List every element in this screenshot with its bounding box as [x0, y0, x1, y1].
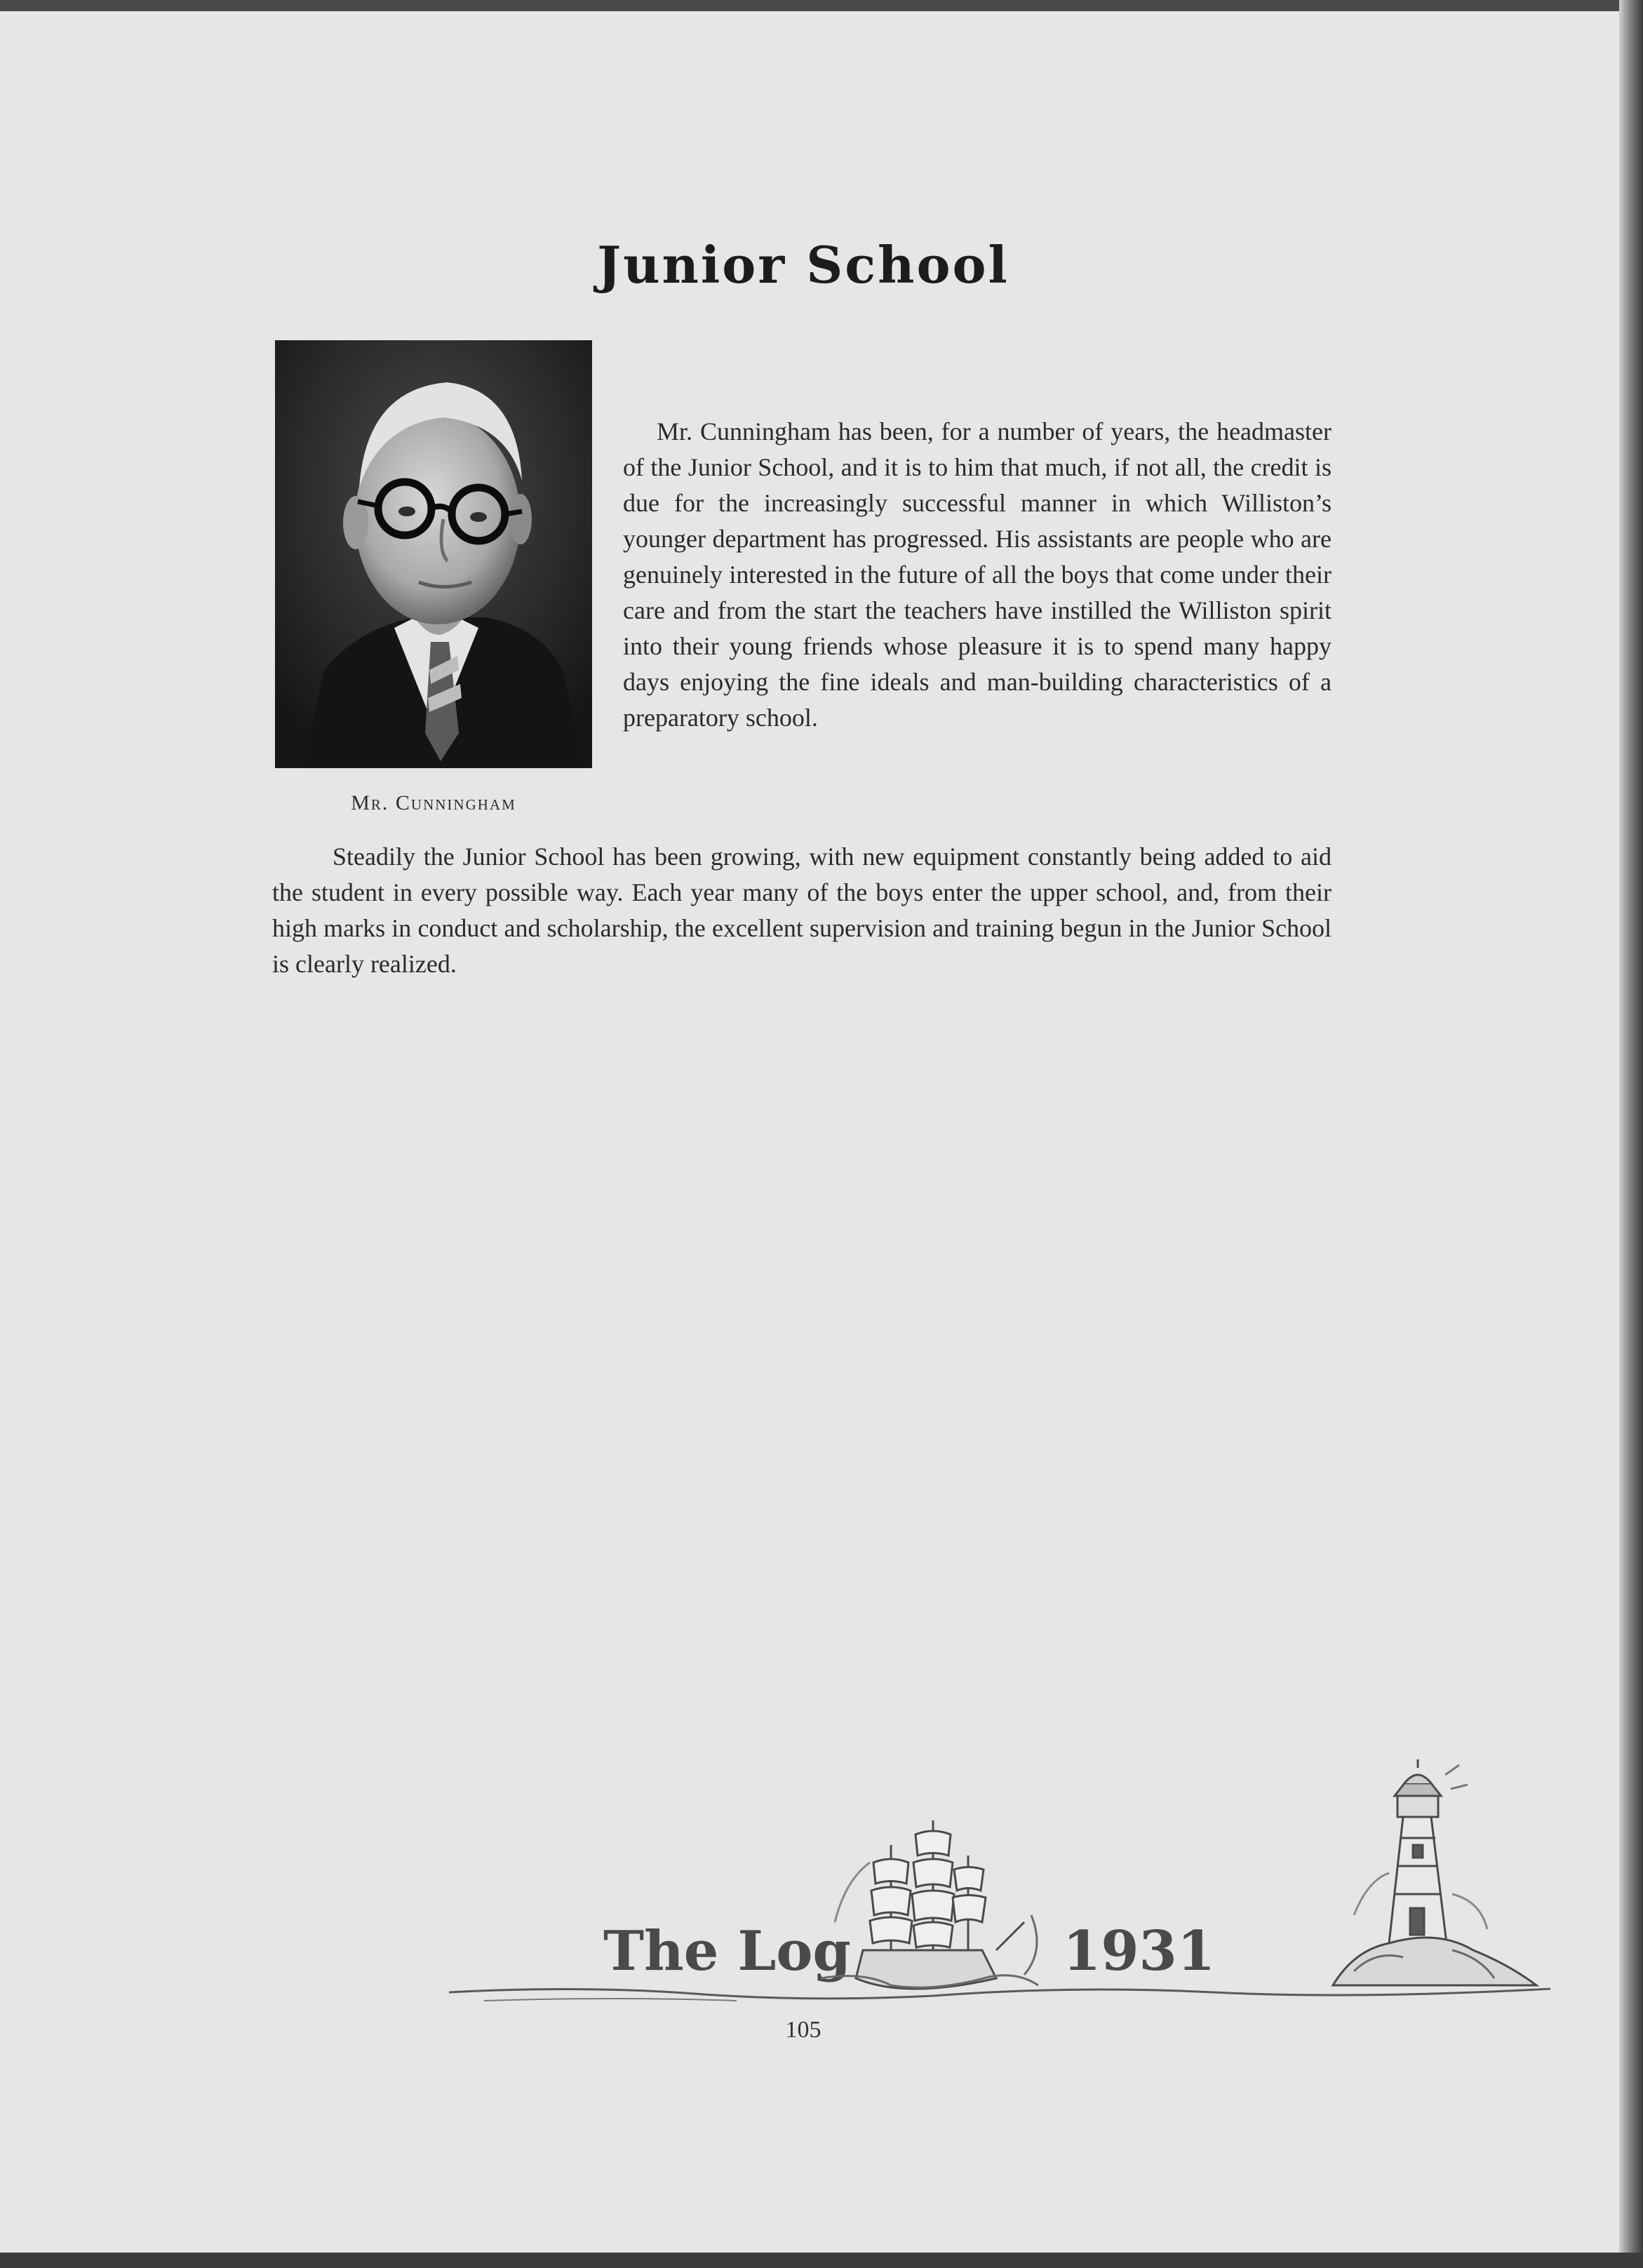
scan-bottom-edge — [0, 2253, 1643, 2268]
page-title: Junior School — [597, 235, 1010, 295]
body-paragraph: Steadily the Junior School has been growing, with new equipment constantly being added to aid the student in every possible way. Each year many of the boys enter the upper school, and, from their high marks in conduct and scholarship, the excellent supervision and training begun in the Junior School is clearly realized. — [272, 843, 1332, 978]
sailing-ship-icon — [821, 1820, 1038, 1989]
page-number: 105 — [785, 2017, 822, 2043]
footer-publication: The Log — [603, 1919, 851, 1983]
lighthouse-icon — [1333, 1759, 1536, 1985]
photo-caption: Mr. Cunningham — [351, 791, 516, 814]
footer-year: 1931 — [1063, 1919, 1216, 1983]
scan-top-edge — [0, 0, 1643, 11]
scan-right-edge — [1619, 0, 1643, 2268]
portrait-photo — [275, 340, 592, 768]
portrait-illustration — [275, 340, 592, 768]
footer-illustration — [442, 1740, 1564, 2189]
body-paragraph: Mr. Cunningham has been, for a number of years, the headmaster of the Junior School, and it is to him that much, if not all, the credit is due for the increasingly successful manner in which Williston’s younger department has progressed. His assistants are people who are genuinely interested in the future of all the boys that come under their care and from the start the teachers have instilled the Williston spirit into their young friends whose pleasure it is to spend many happy days enjoying the fine ideals and man-building characteristics of a preparatory school. — [623, 417, 1332, 732]
water-line — [449, 1989, 1550, 1999]
